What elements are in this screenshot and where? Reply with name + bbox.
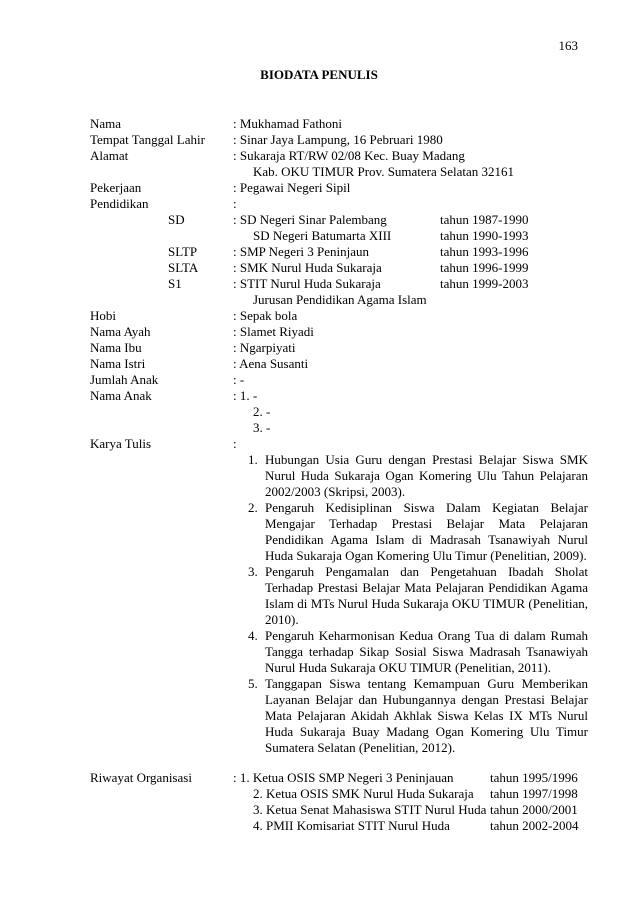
org-item: 2. Ketua OSIS SMK Nurul Huda Sukaraja xyxy=(253,786,474,801)
edu-level: SLTP xyxy=(168,244,198,259)
value-pekerjaan: : Pegawai Negeri Sipil xyxy=(233,180,351,195)
list-item-text: Hubungan Usia Guru dengan Prestasi Belajar Siswa SMK Nurul Huda Sukaraja Ogan Komering Ulu Tahun Pelajaran 2002/2003 (Skripsi, 2003). xyxy=(265,452,588,499)
value-jumlah-anak: : - xyxy=(233,372,245,387)
value-alamat-line2: Kab. OKU TIMUR Prov. Sumatera Selatan 32161 xyxy=(253,164,515,179)
value-ayah: : Slamet Riyadi xyxy=(233,324,314,339)
value-nama-anak: : 1. - xyxy=(233,388,258,403)
list-item xyxy=(248,676,588,756)
list-item xyxy=(248,500,588,564)
list-item-text: Pengaruh Kedisiplinan Siswa Dalam Kegiatan Belajar Mengajar Terhadap Prestasi Belajar Mata Pelajaran Pendidikan Agama Islam di Madrasah Tsanawiyah Nurul Huda Sukaraja Ogan Komering Ulu Timur (Penelitian, 2009). xyxy=(265,500,588,563)
org-year: tahun 1997/1998 xyxy=(490,786,578,801)
list-item xyxy=(248,452,588,500)
edu-school: : SMP Negeri 3 Peninjaun xyxy=(233,244,370,259)
edu-school: : SMK Nurul Huda Sukaraja xyxy=(233,260,382,275)
label-nama-anak: Nama Anak xyxy=(90,388,152,403)
value-karya-tulis: : xyxy=(233,436,237,451)
page-title: BIODATA PENULIS xyxy=(260,67,378,82)
edu-school: Jurusan Pendidikan Agama Islam xyxy=(253,292,427,307)
value-pendidikan: : xyxy=(233,196,237,211)
list-item-number: 2. xyxy=(248,500,258,515)
karya-tulis-list xyxy=(248,452,588,756)
edu-school: : STIT Nurul Huda Sukaraja xyxy=(233,276,381,291)
edu-level: S1 xyxy=(168,276,182,291)
edu-year: tahun 1993-1996 xyxy=(440,244,529,259)
label-riwayat-organisasi: Riwayat Organisasi xyxy=(90,770,192,785)
label-nama: Nama xyxy=(90,116,122,131)
label-pendidikan: Pendidikan xyxy=(90,196,149,211)
value-nama-anak-2: 2. - xyxy=(253,404,271,419)
value-ttl: : Sinar Jaya Lampung, 16 Pebruari 1980 xyxy=(233,132,443,147)
page-number: 163 xyxy=(558,38,578,53)
value-ibu: : Ngarpiyati xyxy=(233,340,296,355)
org-year: tahun 2000/2001 xyxy=(490,802,578,817)
edu-school: SD Negeri Batumarta XIII xyxy=(253,228,392,243)
label-karya-tulis: Karya Tulis xyxy=(90,436,152,451)
list-item xyxy=(248,628,588,676)
value-hobi: : Sepak bola xyxy=(233,308,298,323)
edu-level: SLTA xyxy=(168,260,199,275)
edu-year: tahun 1999-2003 xyxy=(440,276,529,291)
label-alamat: Alamat xyxy=(90,148,129,163)
label-istri: Nama Istri xyxy=(90,356,146,371)
list-item-text: Pengaruh Keharmonisan Kedua Orang Tua di dalam Rumah Tangga terhadap Sikap Sosial Siswa Madrasah Tsanawiyah Nurul Huda Sukaraja OKU TIMUR (Penelitian, 2011). xyxy=(265,628,588,675)
edu-year: tahun 1996-1999 xyxy=(440,260,529,275)
org-year: tahun 2002-2004 xyxy=(490,818,579,833)
edu-school: : SD Negeri Sinar Palembang xyxy=(233,212,387,227)
org-item: 4. PMII Komisariat STIT Nurul Huda xyxy=(253,818,450,833)
label-ttl: Tempat Tanggal Lahir xyxy=(90,132,205,147)
org-item: : 1. Ketua OSIS SMP Negeri 3 Peninjauan xyxy=(233,770,454,785)
list-item-number: 5. xyxy=(248,676,258,691)
label-ibu: Nama Ibu xyxy=(90,340,142,355)
label-pekerjaan: Pekerjaan xyxy=(90,180,142,195)
label-ayah: Nama Ayah xyxy=(90,324,151,339)
list-item-number: 1. xyxy=(248,452,258,467)
value-istri: : Aena Susanti xyxy=(233,356,309,371)
edu-year: tahun 1987-1990 xyxy=(440,212,529,227)
label-jumlah-anak: Jumlah Anak xyxy=(90,372,159,387)
list-item xyxy=(248,564,588,628)
edu-level: SD xyxy=(168,212,185,227)
value-nama-anak-3: 3. - xyxy=(253,420,271,435)
label-hobi: Hobi xyxy=(90,308,116,323)
list-item-number: 4. xyxy=(248,628,258,643)
list-item-text: Pengaruh Pengamalan dan Pengetahuan Ibadah Sholat Terhadap Prestasi Belajar Mata Pelajaran Pendidikan Agama Islam di MTs Nurul Huda Sukaraja OKU TIMUR (Penelitian, 2010). xyxy=(265,564,588,627)
value-alamat: : Sukaraja RT/RW 02/08 Kec. Buay Madang xyxy=(233,148,465,163)
list-item-text: Tanggapan Siswa tentang Kemampuan Guru Memberikan Layanan Belajar dan Hubungannya dengan Prestasi Belajar Mata Pelajaran Akidah Akhlak Siswa Kelas IX MTs Nurul Huda Sukaraja Buay Madang Ogan Komering Ulu Timur Sumatera Selatan (Penelitian, 2012). xyxy=(265,676,588,755)
org-year: tahun 1995/1996 xyxy=(490,770,578,785)
org-item: 3. Ketua Senat Mahasiswa STIT Nurul Huda xyxy=(253,802,487,817)
list-item-number: 3. xyxy=(248,564,258,579)
edu-year: tahun 1990-1993 xyxy=(440,228,529,243)
value-nama: : Mukhamad Fathoni xyxy=(233,116,343,131)
